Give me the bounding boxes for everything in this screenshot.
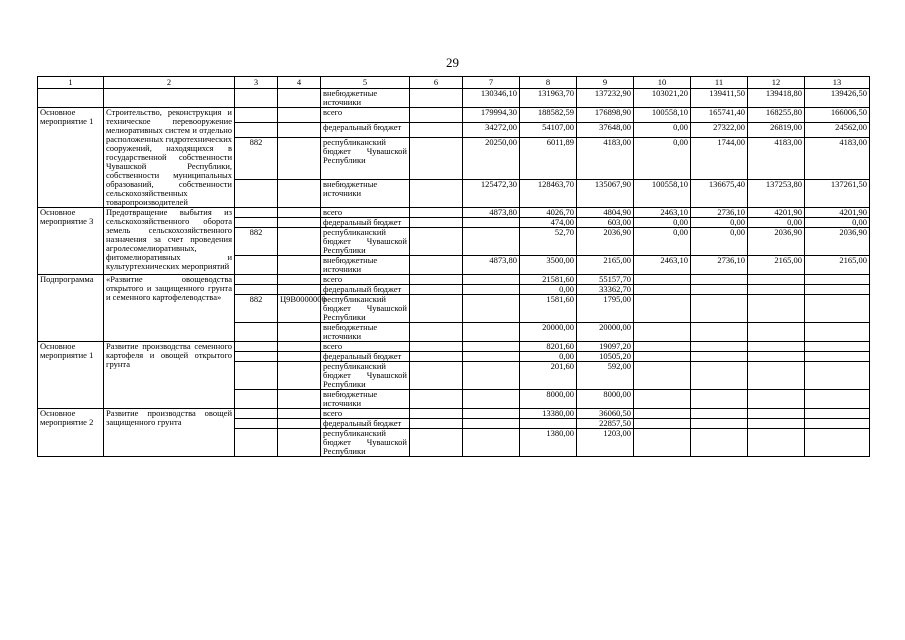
value-cell — [463, 429, 520, 457]
funding-source-cell: республиканский бюджет Чувашской Республики — [321, 228, 410, 256]
grbs-code-cell — [235, 352, 278, 362]
value-cell: 34272,00 — [463, 122, 520, 137]
value-cell — [748, 295, 805, 323]
value-cell — [748, 429, 805, 457]
value-cell — [634, 352, 691, 362]
value-cell — [463, 390, 520, 409]
value-cell: 2165,00 — [805, 256, 870, 275]
value-cell — [805, 323, 870, 342]
row-description: Развитие производства семенного картофеля и овощей открытого грунта — [104, 342, 235, 409]
value-cell — [410, 228, 463, 256]
target-article-cell — [278, 218, 321, 228]
funding-source-cell: республиканский бюджет Чувашской Республики — [321, 137, 410, 179]
value-cell — [634, 419, 691, 429]
value-cell — [805, 362, 870, 390]
value-cell — [805, 352, 870, 362]
value-cell: 201,60 — [520, 362, 577, 390]
target-article-cell — [278, 323, 321, 342]
value-cell: 1203,00 — [577, 429, 634, 457]
target-article-cell — [278, 256, 321, 275]
grbs-code-cell — [235, 108, 278, 123]
value-cell — [463, 323, 520, 342]
value-cell: 2736,10 — [691, 208, 748, 218]
header-row — [38, 77, 870, 89]
value-cell — [410, 390, 463, 409]
value-cell: 137232,90 — [577, 89, 634, 108]
value-cell — [748, 275, 805, 285]
value-cell — [805, 409, 870, 419]
value-cell — [748, 342, 805, 352]
value-cell: 4201,90 — [748, 208, 805, 218]
value-cell — [463, 285, 520, 295]
value-cell: 3500,00 — [520, 256, 577, 275]
value-cell: 54107,00 — [520, 122, 577, 137]
value-cell — [410, 352, 463, 362]
value-cell — [748, 409, 805, 419]
table-row — [38, 342, 870, 352]
value-cell: 52,70 — [520, 228, 577, 256]
value-cell: 19097,20 — [577, 342, 634, 352]
target-article-cell — [278, 285, 321, 295]
value-cell: 20000,00 — [577, 323, 634, 342]
value-cell — [634, 295, 691, 323]
value-cell: 6011,89 — [520, 137, 577, 179]
target-article-cell — [278, 122, 321, 137]
table-row — [38, 108, 870, 123]
table-row — [38, 275, 870, 285]
value-cell: 168255,80 — [748, 108, 805, 123]
target-article-cell: Ц9В0000000 — [278, 295, 321, 323]
value-cell: 24562,00 — [805, 122, 870, 137]
header-cell: 11 — [691, 77, 748, 89]
grbs-code-cell: 882 — [235, 137, 278, 179]
value-cell: 2463,10 — [634, 208, 691, 218]
value-cell: 176898,90 — [577, 108, 634, 123]
value-cell — [805, 390, 870, 409]
value-cell: 8000,00 — [520, 390, 577, 409]
value-cell — [634, 285, 691, 295]
row-description: «Развитие овощеводства открытого и защищенного грунта и семенного картофелеводства» — [104, 275, 235, 342]
value-cell — [805, 342, 870, 352]
header-cell: 10 — [634, 77, 691, 89]
value-cell — [634, 390, 691, 409]
header-cell: 8 — [520, 77, 577, 89]
target-article-cell — [278, 362, 321, 390]
grbs-code-cell — [235, 122, 278, 137]
table-row — [38, 409, 870, 419]
grbs-code-cell — [235, 342, 278, 352]
grbs-code-cell — [235, 285, 278, 295]
value-cell — [463, 362, 520, 390]
value-cell — [463, 342, 520, 352]
empty-cell — [278, 89, 321, 108]
value-cell — [634, 275, 691, 285]
value-cell — [748, 323, 805, 342]
empty-cell — [104, 89, 235, 108]
target-article-cell — [278, 352, 321, 362]
header-cell: 5 — [321, 77, 410, 89]
value-cell — [410, 89, 463, 108]
value-cell: 1581,60 — [520, 295, 577, 323]
target-article-cell — [278, 108, 321, 123]
value-cell: 22857,50 — [577, 419, 634, 429]
funding-source-cell: всего — [321, 208, 410, 218]
funding-source-cell: внебюджетные источники — [321, 256, 410, 275]
target-article-cell — [278, 409, 321, 419]
funding-source-cell: внебюджетные источники — [321, 179, 410, 207]
value-cell — [463, 218, 520, 228]
value-cell — [410, 295, 463, 323]
value-cell — [410, 285, 463, 295]
grbs-code-cell — [235, 419, 278, 429]
value-cell: 4026,70 — [520, 208, 577, 218]
header-cell: 13 — [805, 77, 870, 89]
value-cell — [748, 390, 805, 409]
value-cell — [691, 323, 748, 342]
grbs-code-cell — [235, 218, 278, 228]
value-cell — [410, 256, 463, 275]
value-cell: 4183,00 — [748, 137, 805, 179]
value-cell — [805, 285, 870, 295]
value-cell: 4183,00 — [805, 137, 870, 179]
value-cell: 4804,90 — [577, 208, 634, 218]
value-cell — [463, 419, 520, 429]
value-cell: 139418,80 — [748, 89, 805, 108]
target-article-cell — [278, 137, 321, 179]
value-cell — [691, 390, 748, 409]
value-cell — [691, 429, 748, 457]
value-cell: 26819,00 — [748, 122, 805, 137]
value-cell — [748, 285, 805, 295]
value-cell: 188582,59 — [520, 108, 577, 123]
value-cell — [748, 362, 805, 390]
value-cell — [410, 429, 463, 457]
grbs-code-cell — [235, 179, 278, 207]
grbs-code-cell: 882 — [235, 295, 278, 323]
funding-source-cell: республиканский бюджет Чувашской Республики — [321, 295, 410, 323]
value-cell: 0,00 — [634, 122, 691, 137]
value-cell: 4873,80 — [463, 208, 520, 218]
header-cell: 1 — [38, 77, 104, 89]
target-article-cell — [278, 275, 321, 285]
value-cell — [463, 228, 520, 256]
value-cell — [410, 409, 463, 419]
value-cell — [691, 295, 748, 323]
funding-source-cell: федеральный бюджет — [321, 419, 410, 429]
value-cell: 603,00 — [577, 218, 634, 228]
row-description: Развитие производства овощей защищенного грунта — [104, 409, 235, 457]
target-article-cell — [278, 429, 321, 457]
header-cell: 12 — [748, 77, 805, 89]
funding-source-cell: федеральный бюджет — [321, 122, 410, 137]
value-cell: 474,00 — [520, 218, 577, 228]
value-cell — [410, 323, 463, 342]
empty-cell — [235, 89, 278, 108]
value-cell: 2036,90 — [577, 228, 634, 256]
value-cell: 1795,00 — [577, 295, 634, 323]
value-cell — [410, 342, 463, 352]
funding-source-cell: республиканский бюджет Чувашской Республики — [321, 362, 410, 390]
grbs-code-cell — [235, 323, 278, 342]
grbs-code-cell — [235, 409, 278, 419]
value-cell: 2165,00 — [748, 256, 805, 275]
value-cell: 137253,80 — [748, 179, 805, 207]
value-cell — [410, 208, 463, 218]
value-cell: 137261,50 — [805, 179, 870, 207]
value-cell — [410, 419, 463, 429]
value-cell: 131963,70 — [520, 89, 577, 108]
value-cell — [634, 362, 691, 390]
value-cell: 2036,90 — [748, 228, 805, 256]
value-cell — [634, 429, 691, 457]
value-cell — [410, 275, 463, 285]
funding-source-cell: федеральный бюджет — [321, 218, 410, 228]
value-cell — [463, 295, 520, 323]
value-cell: 1744,00 — [691, 137, 748, 179]
funding-source-cell: внебюджетные источники — [321, 89, 410, 108]
value-cell: 130346,10 — [463, 89, 520, 108]
value-cell: 8000,00 — [577, 390, 634, 409]
value-cell — [634, 409, 691, 419]
row-type-label: Основное мероприятие 2 — [38, 409, 104, 457]
value-cell — [805, 429, 870, 457]
value-cell: 10505,20 — [577, 352, 634, 362]
value-cell: 103021,20 — [634, 89, 691, 108]
value-cell — [691, 409, 748, 419]
value-cell: 2463,10 — [634, 256, 691, 275]
grbs-code-cell — [235, 256, 278, 275]
value-cell: 2165,00 — [577, 256, 634, 275]
grbs-code-cell — [235, 275, 278, 285]
value-cell: 0,00 — [805, 218, 870, 228]
row-type-label: Основное мероприятие 1 — [38, 108, 104, 208]
value-cell: 0,00 — [691, 228, 748, 256]
target-article-cell — [278, 208, 321, 218]
value-cell — [691, 342, 748, 352]
value-cell: 0,00 — [748, 218, 805, 228]
target-article-cell — [278, 419, 321, 429]
header-cell: 6 — [410, 77, 463, 89]
value-cell: 8201,60 — [520, 342, 577, 352]
value-cell: 37648,00 — [577, 122, 634, 137]
value-cell — [410, 137, 463, 179]
value-cell — [691, 362, 748, 390]
value-cell: 1380,00 — [520, 429, 577, 457]
funding-source-cell: республиканский бюджет Чувашской Республики — [321, 429, 410, 457]
value-cell — [748, 419, 805, 429]
value-cell: 0,00 — [634, 137, 691, 179]
value-cell: 166006,50 — [805, 108, 870, 123]
value-cell: 2036,90 — [805, 228, 870, 256]
header-cell: 7 — [463, 77, 520, 89]
header-cell: 9 — [577, 77, 634, 89]
value-cell: 2736,10 — [691, 256, 748, 275]
funding-source-cell: федеральный бюджет — [321, 285, 410, 295]
value-cell — [410, 362, 463, 390]
value-cell: 135067,90 — [577, 179, 634, 207]
grbs-code-cell: 882 — [235, 228, 278, 256]
value-cell: 165741,40 — [691, 108, 748, 123]
value-cell: 0,00 — [520, 352, 577, 362]
header-cell: 3 — [235, 77, 278, 89]
value-cell — [410, 108, 463, 123]
value-cell: 20000,00 — [520, 323, 577, 342]
value-cell — [410, 179, 463, 207]
value-cell: 100558,10 — [634, 179, 691, 207]
row-description: Строительство, реконструкция и техническое перевооружение мелиоративных систем и отдельно расположенных гидротехнических сооружений, находящихся в государственной собственности Чувашской Республики, собственности муниципальных образований, собственности сельскохозяйственных товаропроизводителей — [104, 108, 235, 208]
value-cell: 13380,00 — [520, 409, 577, 419]
table-row — [38, 89, 870, 108]
target-article-cell — [278, 228, 321, 256]
budget-table — [37, 76, 870, 457]
value-cell: 179994,30 — [463, 108, 520, 123]
value-cell — [691, 275, 748, 285]
value-cell: 136675,40 — [691, 179, 748, 207]
value-cell: 0,00 — [691, 218, 748, 228]
funding-source-cell: федеральный бюджет — [321, 352, 410, 362]
value-cell: 4201,90 — [805, 208, 870, 218]
target-article-cell — [278, 342, 321, 352]
value-cell: 592,00 — [577, 362, 634, 390]
grbs-code-cell — [235, 208, 278, 218]
value-cell: 55157,70 — [577, 275, 634, 285]
value-cell — [805, 275, 870, 285]
value-cell: 139411,50 — [691, 89, 748, 108]
value-cell: 125472,30 — [463, 179, 520, 207]
value-cell: 36060,50 — [577, 409, 634, 419]
value-cell: 100558,10 — [634, 108, 691, 123]
value-cell — [748, 352, 805, 362]
value-cell: 0,00 — [634, 218, 691, 228]
grbs-code-cell — [235, 362, 278, 390]
row-type-label: Основное мероприятие 3 — [38, 208, 104, 275]
value-cell: 20250,00 — [463, 137, 520, 179]
value-cell — [805, 419, 870, 429]
value-cell: 21581,60 — [520, 275, 577, 285]
value-cell — [463, 352, 520, 362]
empty-cell — [38, 89, 104, 108]
value-cell — [805, 295, 870, 323]
value-cell — [410, 122, 463, 137]
funding-source-cell: всего — [321, 342, 410, 352]
row-description: Предотвращение выбытия из сельскохозяйственного оборота земель сельскохозяйственного назначения за счет проведения агролесомелиоративных, фитомелиоративных и культуртехнических мероприятий — [104, 208, 235, 275]
value-cell — [691, 352, 748, 362]
funding-source-cell: внебюджетные источники — [321, 390, 410, 409]
value-cell — [463, 409, 520, 419]
row-type-label: Основное мероприятие 1 — [38, 342, 104, 409]
funding-source-cell: всего — [321, 409, 410, 419]
value-cell: 27322,00 — [691, 122, 748, 137]
value-cell — [691, 285, 748, 295]
funding-source-cell: внебюджетные источники — [321, 323, 410, 342]
value-cell — [463, 275, 520, 285]
row-type-label: Подпрограмма — [38, 275, 104, 342]
funding-source-cell: всего — [321, 108, 410, 123]
value-cell: 4873,80 — [463, 256, 520, 275]
page-number: 29 — [446, 55, 459, 70]
value-cell — [410, 218, 463, 228]
value-cell — [634, 342, 691, 352]
value-cell — [520, 419, 577, 429]
value-cell — [634, 323, 691, 342]
grbs-code-cell — [235, 429, 278, 457]
value-cell: 0,00 — [634, 228, 691, 256]
value-cell: 0,00 — [520, 285, 577, 295]
value-cell — [691, 419, 748, 429]
grbs-code-cell — [235, 390, 278, 409]
funding-source-cell: всего — [321, 275, 410, 285]
target-article-cell — [278, 390, 321, 409]
target-article-cell — [278, 179, 321, 207]
header-cell: 2 — [104, 77, 235, 89]
value-cell: 128463,70 — [520, 179, 577, 207]
value-cell: 139426,50 — [805, 89, 870, 108]
header-cell: 4 — [278, 77, 321, 89]
value-cell: 4183,00 — [577, 137, 634, 179]
table-row — [38, 208, 870, 218]
value-cell: 33362,70 — [577, 285, 634, 295]
